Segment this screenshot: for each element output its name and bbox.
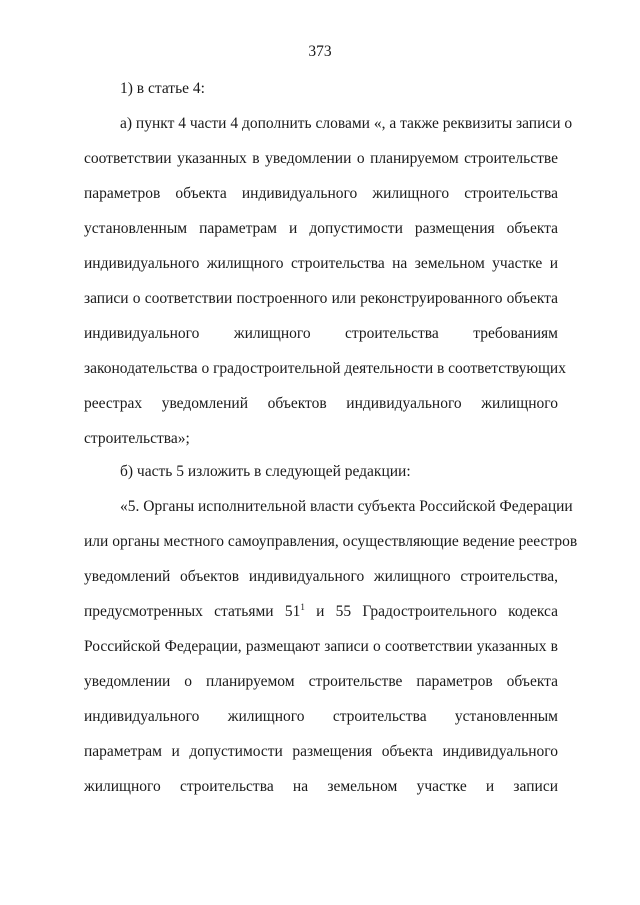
text-line: реестрах уведомлений объектов индивидуального жилищного (84, 395, 558, 412)
superscript: 1 (300, 602, 305, 612)
text-line: параметрам и допустимости размещения объекта индивидуального (84, 743, 558, 760)
text-line: жилищного строительства на земельном участке и записи (84, 778, 558, 795)
text-line: установленным параметрам и допустимости размещения объекта (84, 220, 558, 237)
text-line: строительства»; (84, 430, 190, 447)
text-line: индивидуального жилищного строительства на земельном участке и (84, 255, 558, 272)
text-line: записи о соответствии построенного или реконструированного объекта (84, 290, 558, 307)
text-line: или органы местного самоуправления, осуществляющие ведение реестров (84, 533, 578, 550)
text-line: законодательства о градостроительной деятельности в соответствующих (84, 360, 566, 377)
text-line: индивидуального жилищного строительства требованиям (84, 325, 558, 342)
text-line: 1) в статье 4: (120, 80, 205, 97)
text-line: «5. Органы исполнительной власти субъекта Российской Федерации (120, 498, 573, 515)
text-line-with-superscript (84, 602, 558, 622)
text-line: уведомлений объектов индивидуального жилищного строительства, (84, 568, 558, 585)
text-line: уведомлении о планируемом строительстве параметров объекта (84, 673, 558, 690)
text-line: соответствии указанных в уведомлении о планируемом строительстве (84, 150, 558, 167)
text-fragment: предусмотренных статьями 51 (84, 603, 301, 620)
text-line: индивидуального жилищного строительства установленным (84, 708, 558, 725)
text-line: а) пункт 4 части 4 дополнить словами «, а также реквизиты записи о (120, 115, 573, 132)
text-line: Российской Федерации, размещают записи о соответствии указанных в (84, 638, 558, 655)
text-line: параметров объекта индивидуального жилищного строительства (84, 185, 558, 202)
text-line: б) часть 5 изложить в следующей редакции: (120, 463, 411, 480)
text-fragment: и 55 Градостроительного кодекса (304, 603, 558, 620)
page-number: 373 (308, 43, 332, 60)
